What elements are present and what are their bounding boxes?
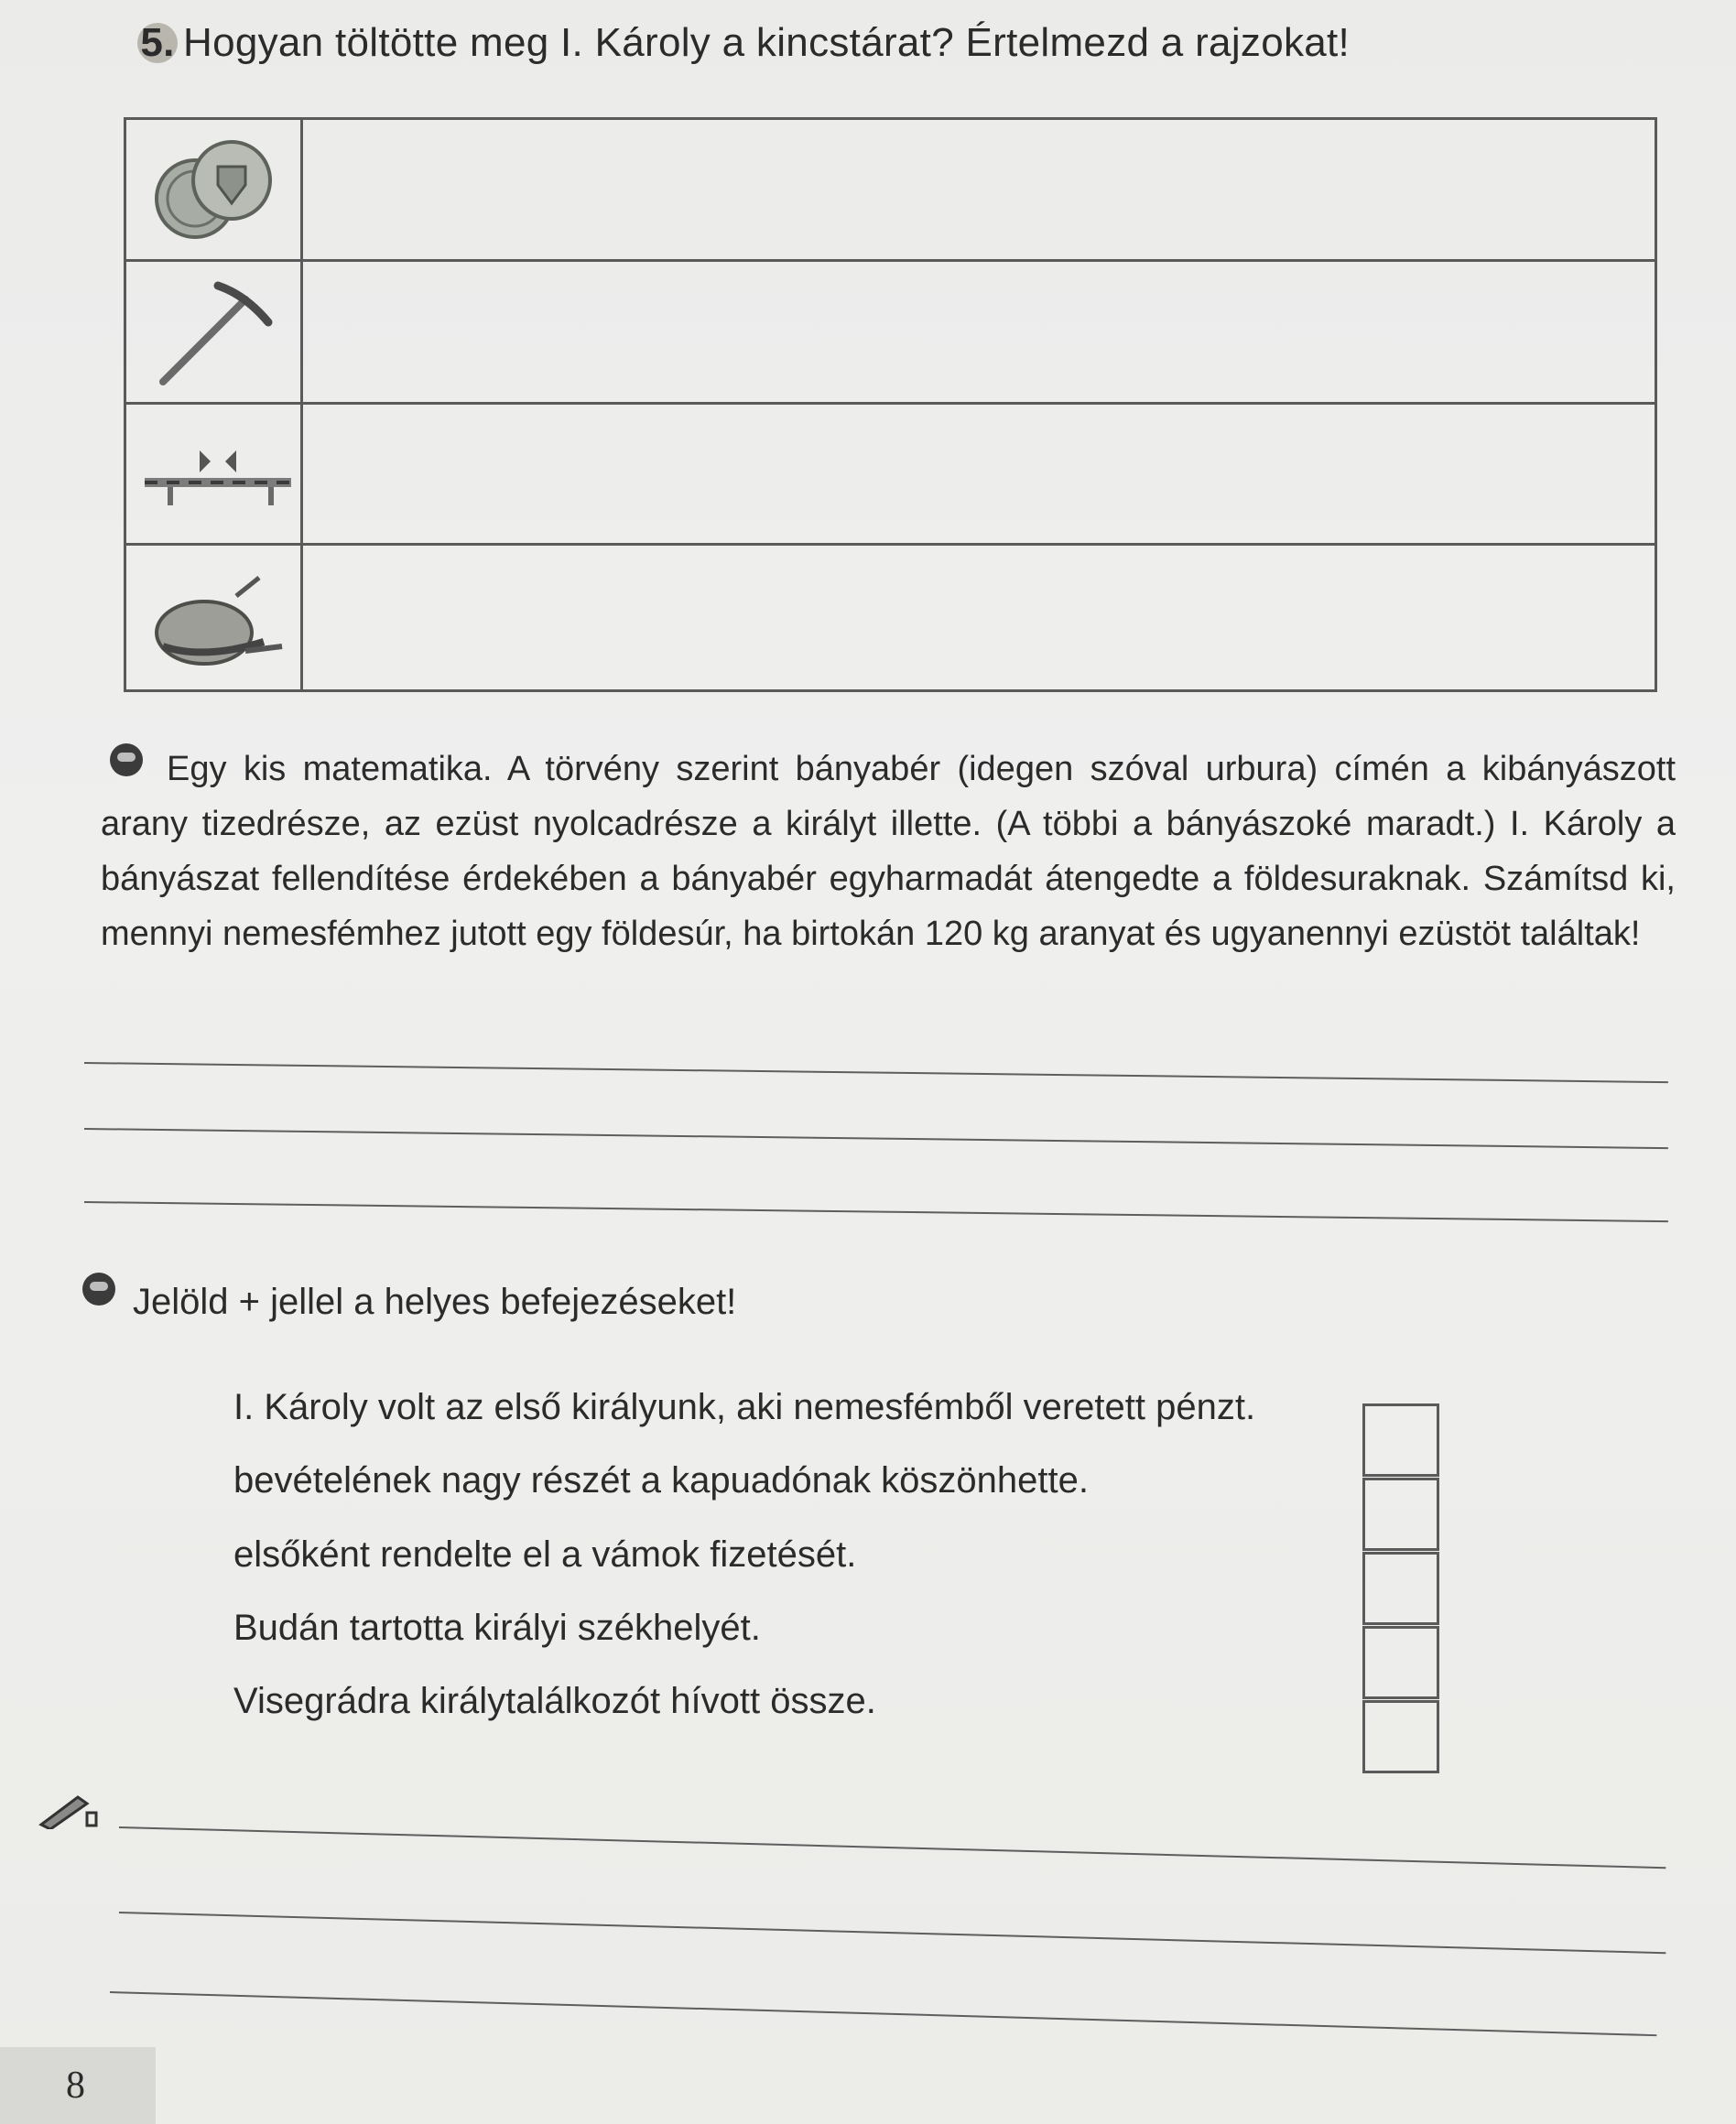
answer-line[interactable]: [84, 1201, 1668, 1222]
page-number: 8: [66, 2064, 85, 2107]
answer-line[interactable]: [84, 1062, 1668, 1083]
owl-icon: [82, 1273, 115, 1306]
answer-row[interactable]: [305, 413, 1655, 532]
writing-line[interactable]: [119, 1826, 1665, 1869]
drawings-table: [124, 117, 1657, 692]
task-5-title: Hogyan töltötte meg I. Károly a kincstárat? Értelmezd a rajzokat!: [183, 20, 1351, 65]
gate-tax-icon: [126, 546, 300, 692]
page-number-box: [0, 2047, 156, 2124]
statement-checkbox[interactable]: [1362, 1478, 1439, 1551]
answer-row[interactable]: [305, 129, 1655, 248]
task-number-badge: 5.: [137, 23, 178, 63]
statement-item: elsőként rendelte el a vámok fizetését.: [233, 1534, 857, 1575]
statement-checkbox[interactable]: [1362, 1403, 1439, 1477]
table-row-divider: [126, 543, 1655, 546]
mark-task-title: Jelöld + jellel a helyes befejezéseket!: [133, 1282, 737, 1322]
writing-line[interactable]: [119, 1912, 1665, 1954]
table-column-divider: [300, 120, 303, 689]
statement-item: bevételének nagy részét a kapuadónak köszönhette.: [233, 1460, 1089, 1501]
statement-item: Visegrádra királytalálkozót hívott össze.: [233, 1681, 876, 1721]
pencil-icon: [37, 1793, 101, 1829]
pickaxe-icon: [126, 262, 300, 401]
math-task-paragraph: Egy kis matematika. A törvény szerint bányabér (idegen szóval urbura) címén a kibányászott arany tizedrésze, az ezüst nyolcadrésze a királyt illette. (A többi a bányászoké maradt.) I. Károly a bányászat fellendítése érdekében a bányabér egyharmadát átengedte a földesuraknak. Számítsd ki, mennyi nemesfémhez jutott egy földesúr, ha birtokán 120 kg aranyat és ugyanennyi ezüstöt találtak!: [101, 750, 1676, 953]
answer-line[interactable]: [84, 1128, 1668, 1149]
statement-item: I. Károly volt az első királyunk, aki nemesfémből veretett pénzt.: [233, 1387, 1256, 1427]
customs-barrier-icon: [126, 405, 300, 542]
writing-line[interactable]: [110, 1991, 1656, 2036]
table-row-divider: [126, 259, 1655, 262]
statement-checkbox[interactable]: [1362, 1626, 1439, 1699]
statement-checkbox[interactable]: [1362, 1700, 1439, 1773]
statement-item: Budán tartotta királyi székhelyét.: [233, 1608, 761, 1648]
math-task-text: [101, 742, 1676, 961]
task-5-heading: [137, 20, 1350, 66]
answer-row[interactable]: [305, 271, 1655, 390]
statement-checkbox[interactable]: [1362, 1552, 1439, 1625]
coins-icon: [126, 120, 300, 259]
table-row-divider: [126, 402, 1655, 405]
answer-row[interactable]: [305, 555, 1655, 674]
